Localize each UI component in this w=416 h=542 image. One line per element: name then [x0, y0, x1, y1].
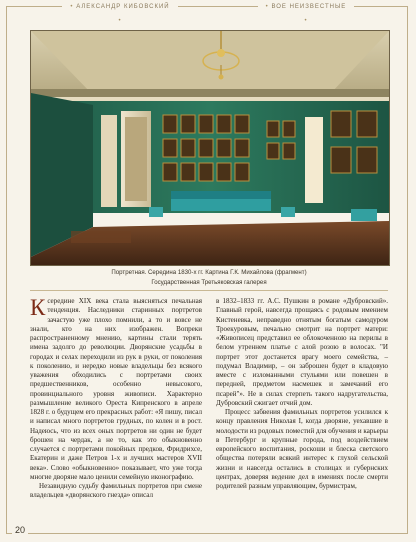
paragraph: Незавидную судьбу фамильных портретов при смене владельцев «дворянского гнезда» описал	[30, 482, 202, 500]
caption-source: Государственная Третьяковская галерея	[151, 279, 267, 286]
page-number: 20	[12, 525, 28, 535]
paragraph: в 1832–1833 гг. А.С. Пушкин в романе «Дубровский». Главный герой, навсегда прощаясь с родовым имением Кистеневка, неправедно отнятым богатым самодуром Троекуровым, печально смотрит на портрет матери: «Живописец представил ее облокоченною на перилы в белом утреннем платье с алой розою в волосах. "И портрет этот достанется врагу моего семейства, – подумал Владимир, – он заброшен будет в кладовую вместе с изломанными стульями или повешен в передней, предметом насмешек и замечаний его псарей"». Не в силах стерпеть такого надругательства, Дубровский сжигает отчий дом.	[216, 297, 388, 407]
painting-illustration	[30, 30, 390, 266]
figure-caption	[30, 268, 388, 288]
paragraph	[30, 297, 202, 482]
paragraph-text: середине XIX века стала выясняться печальная тенденция. Наследники старинных портретов зачастую уже плохо помнили, а то и вовсе не знали, кто на них изображен. Вопреки распространенному мнению, картины стали терять имена задолго до революции. Дворянские усадьбы в городах и селах переходили из рук в руки, от поколения к поколению, и нередко новые владельцы без всякого уважения обходились с портретами своих предшественников, особенно невысокого, провинциального уровня живописи. Характерно размышление великого Ореста Кипренского в апреле 1828 г. о будущем его прекрасных работ: «Я пишу, писал и написал много портретов грудных, по колен и в рост. Надеюсь, что из всех оных портретов ни один не будет брошен на чердак, а не то, как это обыкновенно случается с портретами покойных предков, Фридрихсе, Екатерин и даже Петров 1-х и лучших мастеров XVII века». Слово «обыкновенно» показывает, что уже тогда многие дворяне мало ценили семейную иконографию.	[30, 297, 202, 481]
header-bullet-icon: •	[118, 18, 122, 24]
text-column-right	[216, 297, 388, 491]
paragraph: Процесс забвения фамильных портретов усилился к концу правления Николая I, когда дворяне, уехавшие в молодости из родовых поместий для обучения и карьеры в Петербург и крупные города, под воздействием европейского воспитания, роскоши и блеска светского общества потеряли всякий интерес к глухой сельской жизни и навсегда остались в столицах и губернских центрах, доверяя ведение дел в имениях после смерти родителей разным управляющим, бурмистрам,	[216, 408, 388, 490]
header-bullet-icon: •	[304, 18, 308, 24]
text-column-left	[30, 297, 202, 501]
caption-divider	[30, 290, 388, 291]
book-title: ВОЕ НЕИЗВЕСТНЫЕ	[271, 4, 347, 10]
drop-cap: К	[30, 295, 46, 320]
author-name: АЛЕКСАНДР КИБОВСКИЙ	[76, 4, 170, 10]
header-bullet-icon: •	[265, 4, 272, 10]
caption-title: Портретная. Середина 1830-х гг. Картина Г.К. Михайлова (фрагмент)	[111, 269, 307, 276]
running-header-right	[258, 0, 354, 24]
interior-painting-image	[31, 31, 389, 265]
header-bullet-icon: •	[70, 4, 77, 10]
running-header-left	[62, 0, 178, 24]
